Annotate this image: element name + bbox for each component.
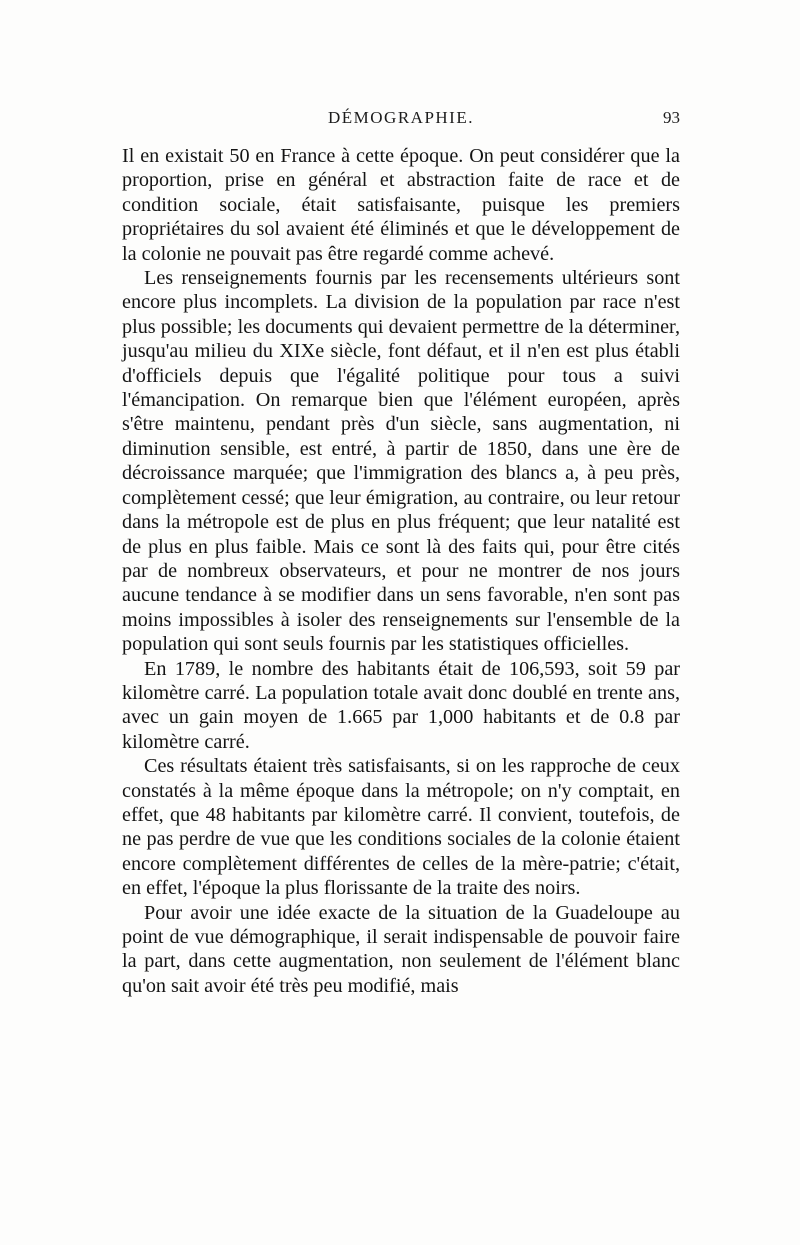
paragraph: Il en existait 50 en France à cette époque. On peut considérer que la proportion, prise en général et abstraction faite de race et de condition sociale, était satisfaisante, puisque les premiers propriétaires du sol avaient été éliminés et que le développement de la colonie ne pouvait pas être regardé comme achevé. [122, 145, 680, 265]
paragraph: Ces résultats étaient très satisfaisants, si on les rapproche de ceux constatés à la même époque dans la métropole; on n'y comptait, en effet, que 48 habitants par kilomètre carré. Il convient, toutefois, de ne pas perdre de vue que les conditions sociales de la colonie étaient encore complètement différentes de celles de la mère-patrie; c'était, en effet, l'époque la plus florissante de la traite des noirs. [122, 755, 680, 900]
paragraph: En 1789, le nombre des habitants était de 106,593, soit 59 par kilomètre carré. La population totale avait donc doublé en trente ans, avec un gain moyen de 1.665 par 1,000 habitants et de 0.8 par kilomètre carré. [122, 657, 680, 753]
running-head [122, 104, 680, 134]
paragraph: Pour avoir une idée exacte de la situation de la Guadeloupe au point de vue démographique, il serait indispensable de pouvoir faire la part, dans cette augmentation, non seulement de l'élément blanc qu'on sait avoir été très peu modifié, mais [122, 901, 680, 997]
running-title: DÉMOGRAPHIE. [328, 108, 474, 127]
page-number: 93 [663, 108, 680, 127]
body-text [122, 144, 680, 998]
paragraph: Les renseignements fournis par les recensements ultérieurs sont encore plus incomplets. La division de la population par race n'est plus possible; les documents qui devaient permettre de la déterminer, jusqu'au milieu du XIXe siècle, font défaut, et il n'en est plus établi d'officiels depuis que l'égalité politique pour tous a suivi l'émancipation. On remarque bien que l'élément européen, après s'être maintenu, pendant près d'un siècle, sans augmentation, ni diminution sensible, est entré, à partir de 1850, dans une ère de décroissance marquée; que l'immigration des blancs a, à peu près, complètement cessé; que leur émigration, au contraire, ou leur retour dans la métropole est de plus en plus fréquent; que leur natalité est de plus en plus faible. Mais ce sont là des faits qui, pour être cités par de nombreux observateurs, et pour ne montrer de nos jours aucune tendance à se modifier dans un sens favorable, n'en sont pas moins impossibles à isoler des renseignements sur l'ensemble de la population qui sont seuls fournis par les statistiques officielles. [122, 267, 680, 656]
